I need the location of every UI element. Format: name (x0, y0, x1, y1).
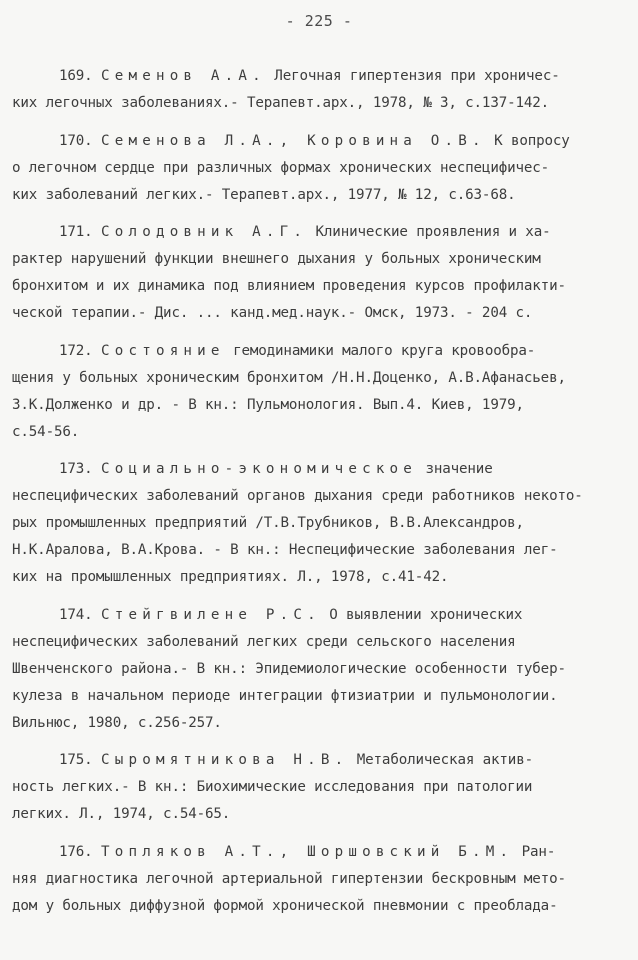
entry-first-line (12, 747, 618, 774)
entry-text: няя диагностика легочной артериальной гипертензии бескровным мето- (12, 870, 566, 887)
entry-line (12, 564, 618, 591)
entry-number: 176. (59, 843, 93, 860)
entry-line (12, 866, 618, 893)
entry-first-line (12, 219, 618, 246)
entry-first-line (12, 456, 618, 483)
entry-number: 174. (59, 606, 93, 623)
entry-author: Сыромятникова Н.В. (100, 752, 349, 768)
entry-first-line (12, 63, 618, 90)
entry-line (12, 483, 618, 510)
entry-line (12, 155, 618, 182)
entry-text: значение (425, 461, 493, 477)
entry-text: щения у больных хроническим бронхитом /Н.Н.Доценко, А.В.Афанасьев, (12, 369, 566, 386)
entry-text: Швенченского района.- В кн.: Эпидемиологические особенности тубер- (12, 660, 566, 677)
entry-line (12, 801, 618, 828)
entry-line (12, 90, 618, 117)
entry-first-line (12, 338, 618, 365)
entry-first-line (12, 602, 618, 629)
entry-line (12, 893, 618, 920)
entry-text: гемодинамики малого круга кровообра- (233, 342, 536, 359)
entry-text: о легочном сердце при различных формах хронических неспецифичес- (12, 159, 550, 176)
entry-text: легких. Л., 1974, с.54-65. (12, 806, 231, 822)
entry-author: Семенова Л.А., Коровина О.В. (100, 132, 486, 149)
entry-text: ких на промышленных предприятиях. Л., 1978, с.41-42. (12, 569, 449, 585)
entry-number: 175. (59, 752, 93, 768)
entry-line (12, 537, 618, 564)
entry-author: Социально-экономическое (100, 461, 418, 477)
entry-text: ность легких.- В кн.: Биохимические исследования при патологии (12, 779, 533, 795)
entry-text: З.К.Долженко и др. - В кн.: Пульмонология. Вып.4. Киев, 1979, (12, 396, 524, 413)
entry-number: 171. (59, 224, 93, 240)
entry-first-line (12, 839, 618, 866)
entry-text: кулеза в начальном периоде интеграции фтизиатрии и пульмонологии. (12, 687, 558, 704)
entry-number: 169. (59, 68, 93, 84)
entry-text: дом у больных диффузной формой хронической пневмонии с преоблада- (12, 897, 558, 914)
entry-text: ких легочных заболеваниях.- Терапевт.арх., 1978, № 3, с.137-142. (12, 95, 550, 111)
entry-text: неспецифических заболеваний органов дыхания среди работников некото- (12, 488, 583, 504)
bibliography-entry (12, 338, 618, 446)
entry-text: ких заболеваний легких.- Терапевт.арх., 1977, № 12, с.63-68. (12, 186, 516, 203)
entry-text: Легочная гипертензия при хроничес- (274, 68, 560, 84)
entry-text: Вильнюс, 1980, с.256-257. (12, 714, 222, 731)
entry-text: рактер нарушений функции внешнего дыхания у больных хроническим (12, 251, 541, 267)
entry-text: с.54-56. (12, 423, 80, 440)
bibliography-entry (12, 747, 618, 828)
entry-first-line (12, 128, 618, 155)
entry-line (12, 510, 618, 537)
entry-text: бронхитом и их динамика под влиянием проведения курсов профилакти- (12, 278, 566, 294)
bibliography-entry (12, 839, 618, 920)
bibliography-entry (12, 456, 618, 591)
bibliography-entry (12, 602, 618, 737)
entry-text: Клинические проявления и ха- (315, 224, 551, 240)
entry-author: Солодовник А.Г. (100, 224, 308, 240)
entry-line (12, 656, 618, 683)
entry-line (12, 419, 618, 446)
bibliography-list (12, 63, 618, 930)
entry-text: ческой терапии.- Дис. ... канд.мед.наук.- Омск, 1973. - 204 с. (12, 305, 533, 321)
entry-text: рых промышленных предприятий /Т.В.Трубников, В.В.Александров, (12, 515, 524, 531)
entry-author: Состояние (100, 342, 225, 359)
bibliography-entry (12, 128, 618, 209)
entry-text: О выявлении хронических (329, 606, 523, 623)
entry-line (12, 246, 618, 273)
entry-text: Метаболическая актив- (356, 752, 533, 768)
entry-author: Топляков А.Т., Шоршовский Б.М. (100, 843, 514, 860)
entry-text: Ран- (521, 843, 556, 860)
bibliography-entry (12, 219, 618, 327)
entry-line (12, 629, 618, 656)
entry-line (12, 710, 618, 737)
entry-number: 173. (59, 461, 93, 477)
entry-text: неспецифических заболеваний легких среди сельского населения (12, 633, 516, 650)
page-number: - 225 - (285, 12, 353, 30)
entry-line (12, 774, 618, 801)
entry-line (12, 182, 618, 209)
entry-author: Семенов А.А. (100, 68, 266, 84)
entry-author: Стейгвилене Р.С. (100, 606, 321, 623)
entry-line (12, 365, 618, 392)
entry-text: Н.К.Аралова, В.А.Крова. - В кн.: Неспецифические заболевания лег- (12, 542, 558, 558)
entry-number: 172. (59, 342, 93, 359)
entry-line (12, 300, 618, 327)
entry-number: 170. (59, 132, 93, 149)
entry-line (12, 273, 618, 300)
bibliography-entry (12, 63, 618, 117)
entry-text: К вопросу (494, 132, 570, 149)
entry-line (12, 392, 618, 419)
entry-line (12, 683, 618, 710)
